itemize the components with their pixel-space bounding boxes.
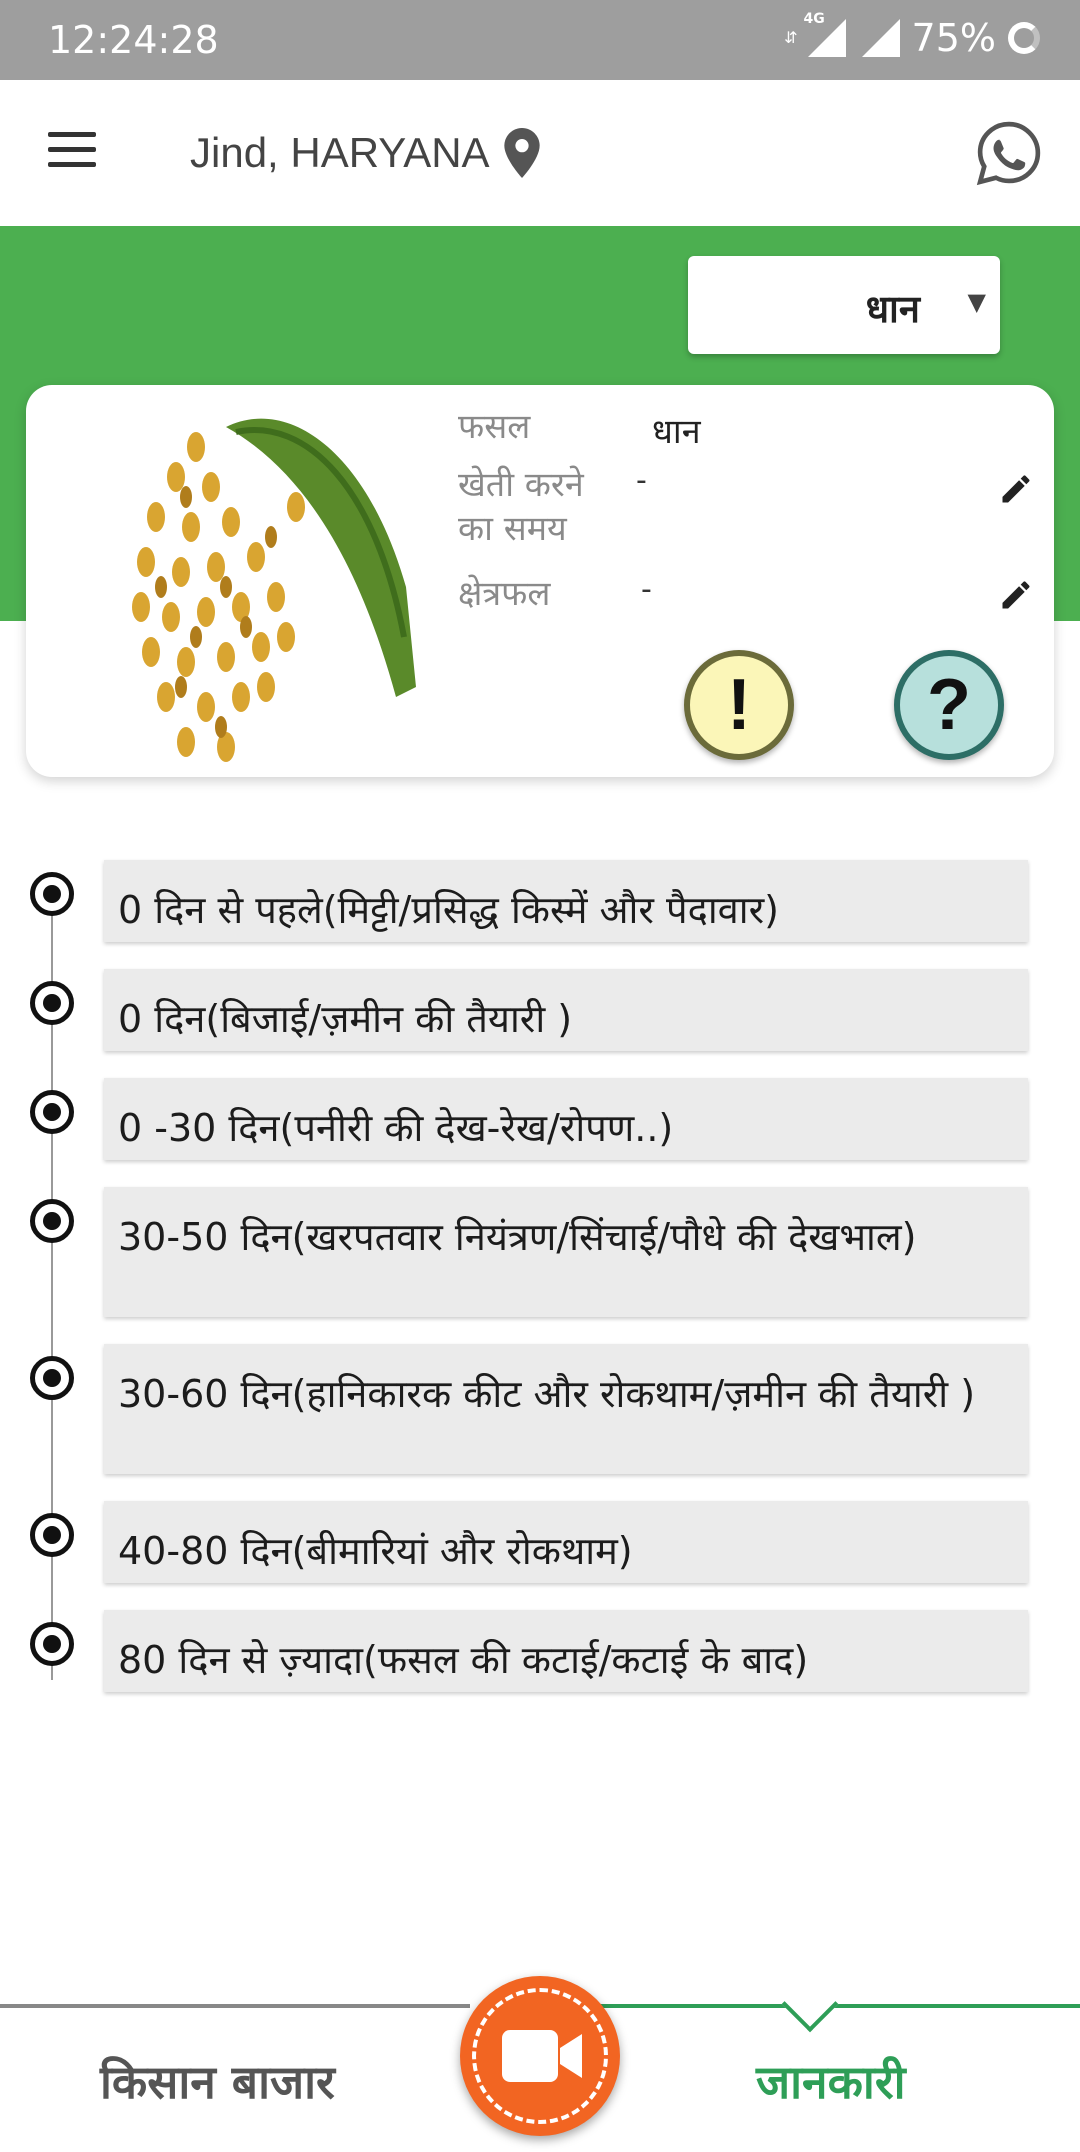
alert-button[interactable]: ! (684, 650, 794, 760)
signal-strength-icon (858, 17, 900, 59)
status-bar (0, 0, 1080, 80)
area-value: - (641, 572, 652, 607)
dropdown-arrow-icon: ▼ (967, 288, 986, 316)
timeline-bullet-icon (30, 1356, 74, 1400)
stage-item[interactable]: 80 दिन से ज़्यादा(फसल की कटाई/कटाई के बाद) (104, 1610, 1028, 1692)
data-activity-icon: ⇵ (784, 28, 798, 47)
crop-dropdown-value: धान (865, 287, 920, 331)
crop-label: फसल (458, 407, 531, 447)
battery-icon (1008, 22, 1040, 54)
video-camera-icon (500, 2026, 584, 2086)
stage-item[interactable]: 40-80 दिन(बीमारियां और रोकथाम) (104, 1501, 1028, 1583)
whatsapp-icon[interactable] (976, 120, 1042, 186)
location-selector[interactable] (190, 128, 540, 178)
timeline-bullet-icon (30, 1622, 74, 1666)
stage-item[interactable]: 0 -30 दिन(पनीरी की देख-रेख/रोपण..) (104, 1078, 1028, 1160)
help-button[interactable]: ? (894, 650, 1004, 760)
sowing-time-value: - (636, 463, 647, 498)
stage-item[interactable]: 30-50 दिन(खरपतवार नियंत्रण/सिंचाई/पौधे की देखभाल) (104, 1187, 1028, 1317)
hamburger-menu-icon[interactable] (44, 130, 100, 170)
mobile-signal-icon (803, 11, 846, 59)
active-tab-notch (782, 1976, 839, 2033)
video-call-button[interactable] (460, 1976, 620, 2136)
timeline-bullet-icon (30, 1513, 74, 1557)
nav-active-indicator (600, 2004, 1080, 2008)
crop-info-card (26, 385, 1054, 777)
crop-dropdown[interactable] (688, 256, 1000, 354)
timeline-bullet-icon (30, 1090, 74, 1134)
tab-kisan-bazaar[interactable]: किसान बाजार (100, 2055, 335, 2109)
status-icons (784, 11, 1040, 60)
battery-percentage: 75% (911, 16, 996, 60)
timeline-bullet-icon (30, 872, 74, 916)
timeline-bullet-icon (30, 1199, 74, 1243)
stage-item[interactable]: 0 दिन से पहले(मिट्टी/प्रसिद्ध किस्में और पैदावार) (104, 860, 1028, 942)
nav-divider-left (0, 2004, 470, 2008)
crop-value: धान (652, 412, 701, 452)
area-label: क्षेत्रफल (458, 574, 551, 614)
app-bar (0, 80, 1080, 226)
paddy-crop-image (86, 387, 426, 777)
stage-item[interactable]: 30-60 दिन(हानिकारक कीट और रोकथाम/ज़मीन की तैयारी ) (104, 1344, 1028, 1474)
edit-area-icon[interactable] (998, 577, 1034, 613)
status-time: 12:24:28 (48, 18, 219, 62)
edit-sowing-time-icon[interactable] (998, 471, 1034, 507)
timeline-bullet-icon (30, 981, 74, 1025)
sowing-time-label: खेती करने का समय (458, 465, 584, 549)
network-type-label: 4G (803, 11, 825, 27)
map-pin-icon (504, 128, 540, 178)
location-text: Jind, HARYANA (190, 129, 490, 176)
stage-item[interactable]: 0 दिन(बिजाई/ज़मीन की तैयारी ) (104, 969, 1028, 1051)
tab-jaankari[interactable]: जानकारी (756, 2055, 906, 2109)
